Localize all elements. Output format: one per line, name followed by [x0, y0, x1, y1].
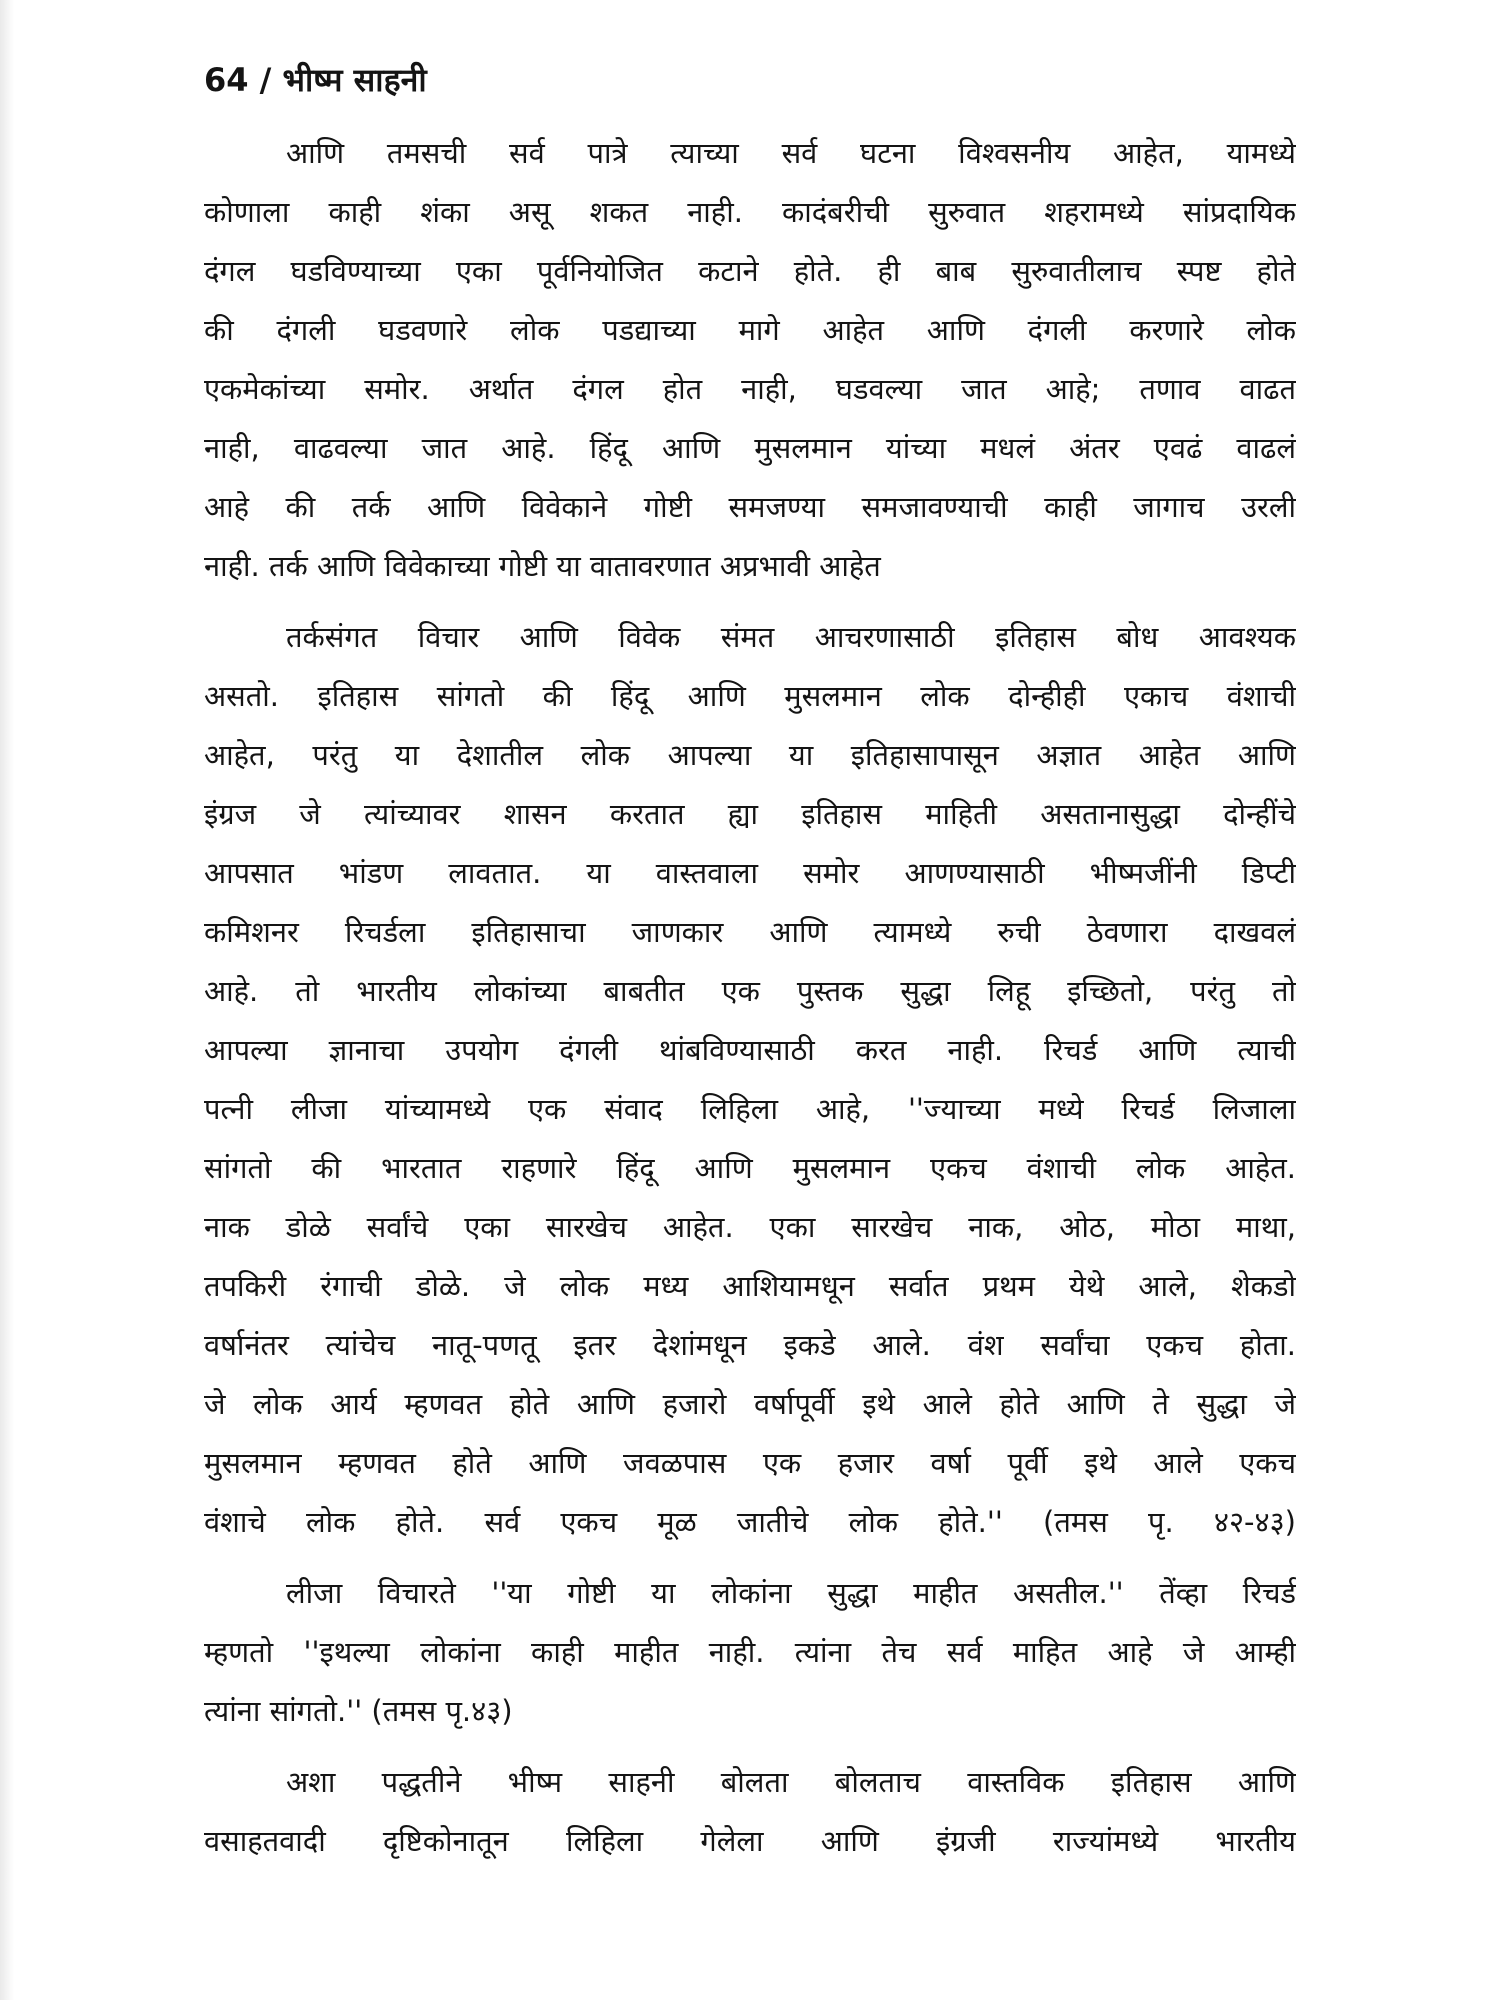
paragraph-4 [204, 1753, 1296, 1871]
text-line: सांगतो की भारतात राहणारे हिंदू आणि मुसलमान एकच वंशाची लोक आहेत. [204, 1151, 1296, 1185]
text-line: लीजा विचारते ''या गोष्टी या लोकांना सुद्धा माहीत असतील.'' तेंव्हा रिचर्ड [286, 1576, 1296, 1610]
text-line: एकमेकांच्या समोर. अर्थात दंगल होत नाही, घडवल्या जात आहे; तणाव वाढत [204, 372, 1296, 406]
text-line: नाही, वाढवल्या जात आहे. हिंदू आणि मुसलमान यांच्या मधलं अंतर एवढं वाढलं [204, 431, 1296, 465]
paragraph-1 [204, 124, 1296, 596]
text-line: अशा पद्धतीने भीष्म साहनी बोलता बोलताच वास्तविक इतिहास आणि [286, 1765, 1296, 1799]
text-line: की दंगली घडवणारे लोक पडद्याच्या मागे आहेत आणि दंगली करणारे लोक [204, 313, 1296, 347]
text-line: वसाहतवादी दृष्टिकोनातून लिहिला गेलेला आणि इंग्रजी राज्यांमध्ये भारतीय [204, 1824, 1296, 1858]
text-line: तपकिरी रंगाची डोळे. जे लोक मध्य आशियामधून सर्वात प्रथम येथे आले, शेकडो [204, 1269, 1296, 1303]
text-line: पत्नी लीजा यांच्यामध्ये एक संवाद लिहिला आहे, ''ज्याच्या मध्ये रिचर्ड लिजाला [204, 1092, 1296, 1126]
text-line: कमिशनर रिचर्डला इतिहासाचा जाणकार आणि त्यामध्ये रुची ठेवणारा दाखवलं [204, 915, 1296, 949]
text-line: त्यांना सांगतो.'' (तमस पृ.४३) [204, 1694, 513, 1728]
text-line: आपल्या ज्ञानाचा उपयोग दंगली थांबविण्यासाठी करत नाही. रिचर्ड आणि त्याची [204, 1033, 1296, 1067]
text-line: इंग्रज जे त्यांच्यावर शासन करतात ह्या इतिहास माहिती असतानासुद्धा दोन्हींचे [204, 797, 1296, 831]
text-line: वर्षानंतर त्यांचेच नातू-पणतू इतर देशांमधून इकडे आले. वंश सर्वांचा एकच होता. [204, 1328, 1296, 1362]
paragraph-2 [204, 608, 1296, 1552]
text-line: दंगल घडविण्याच्या एका पूर्वनियोजित कटाने होते. ही बाब सुरुवातीलाच स्पष्ट होते [204, 254, 1296, 288]
paragraph-3 [204, 1564, 1296, 1741]
book-page [204, 58, 1296, 1883]
text-line: असतो. इतिहास सांगतो की हिंदू आणि मुसलमान लोक दोन्हीही एकाच वंशाची [204, 679, 1296, 713]
text-line: आहे. तो भारतीय लोकांच्या बाबतीत एक पुस्तक सुद्धा लिहू इच्छितो, परंतु तो [204, 974, 1296, 1008]
text-line: जे लोक आर्य म्हणवत होते आणि हजारो वर्षापूर्वी इथे आले होते आणि ते सुद्धा जे [204, 1387, 1296, 1421]
text-line: वंशाचे लोक होते. सर्व एकच मूळ जातीचे लोक होते.'' (तमस पृ. ४२-४३) [204, 1505, 1296, 1539]
text-line: आणि तमसची सर्व पात्रे त्याच्या सर्व घटना विश्वसनीय आहेत, यामध्ये [286, 136, 1296, 170]
text-line: नाही. तर्क आणि विवेकाच्या गोष्टी या वातावरणात अप्रभावी आहेत [204, 549, 881, 583]
text-line: नाक डोळे सर्वांचे एका सारखेच आहेत. एका सारखेच नाक, ओठ, मोठा माथा, [204, 1210, 1296, 1244]
text-line: तर्कसंगत विचार आणि विवेक संमत आचरणासाठी इतिहास बोध आवश्यक [286, 620, 1296, 654]
text-line: कोणाला काही शंका असू शकत नाही. कादंबरीची सुरुवात शहरामध्ये सांप्रदायिक [204, 195, 1296, 229]
running-head: 64 / भीष्म साहनी [204, 61, 427, 99]
text-line: म्हणतो ''इथल्या लोकांना काही माहीत नाही. त्यांना तेच सर्व माहित आहे जे आम्ही [204, 1635, 1296, 1669]
text-line: आहे की तर्क आणि विवेकाने गोष्टी समजण्या समजावण्याची काही जागाच उरली [204, 490, 1296, 524]
text-line: मुसलमान म्हणवत होते आणि जवळपास एक हजार वर्षा पूर्वी इथे आले एकच [204, 1446, 1296, 1480]
text-line: आहेत, परंतु या देशातील लोक आपल्या या इतिहासापासून अज्ञात आहेत आणि [204, 738, 1296, 772]
text-line: आपसात भांडण लावतात. या वास्तवाला समोर आणण्यासाठी भीष्मजींनी डिप्टी [204, 856, 1296, 890]
page-edge-shadow [0, 0, 14, 2000]
